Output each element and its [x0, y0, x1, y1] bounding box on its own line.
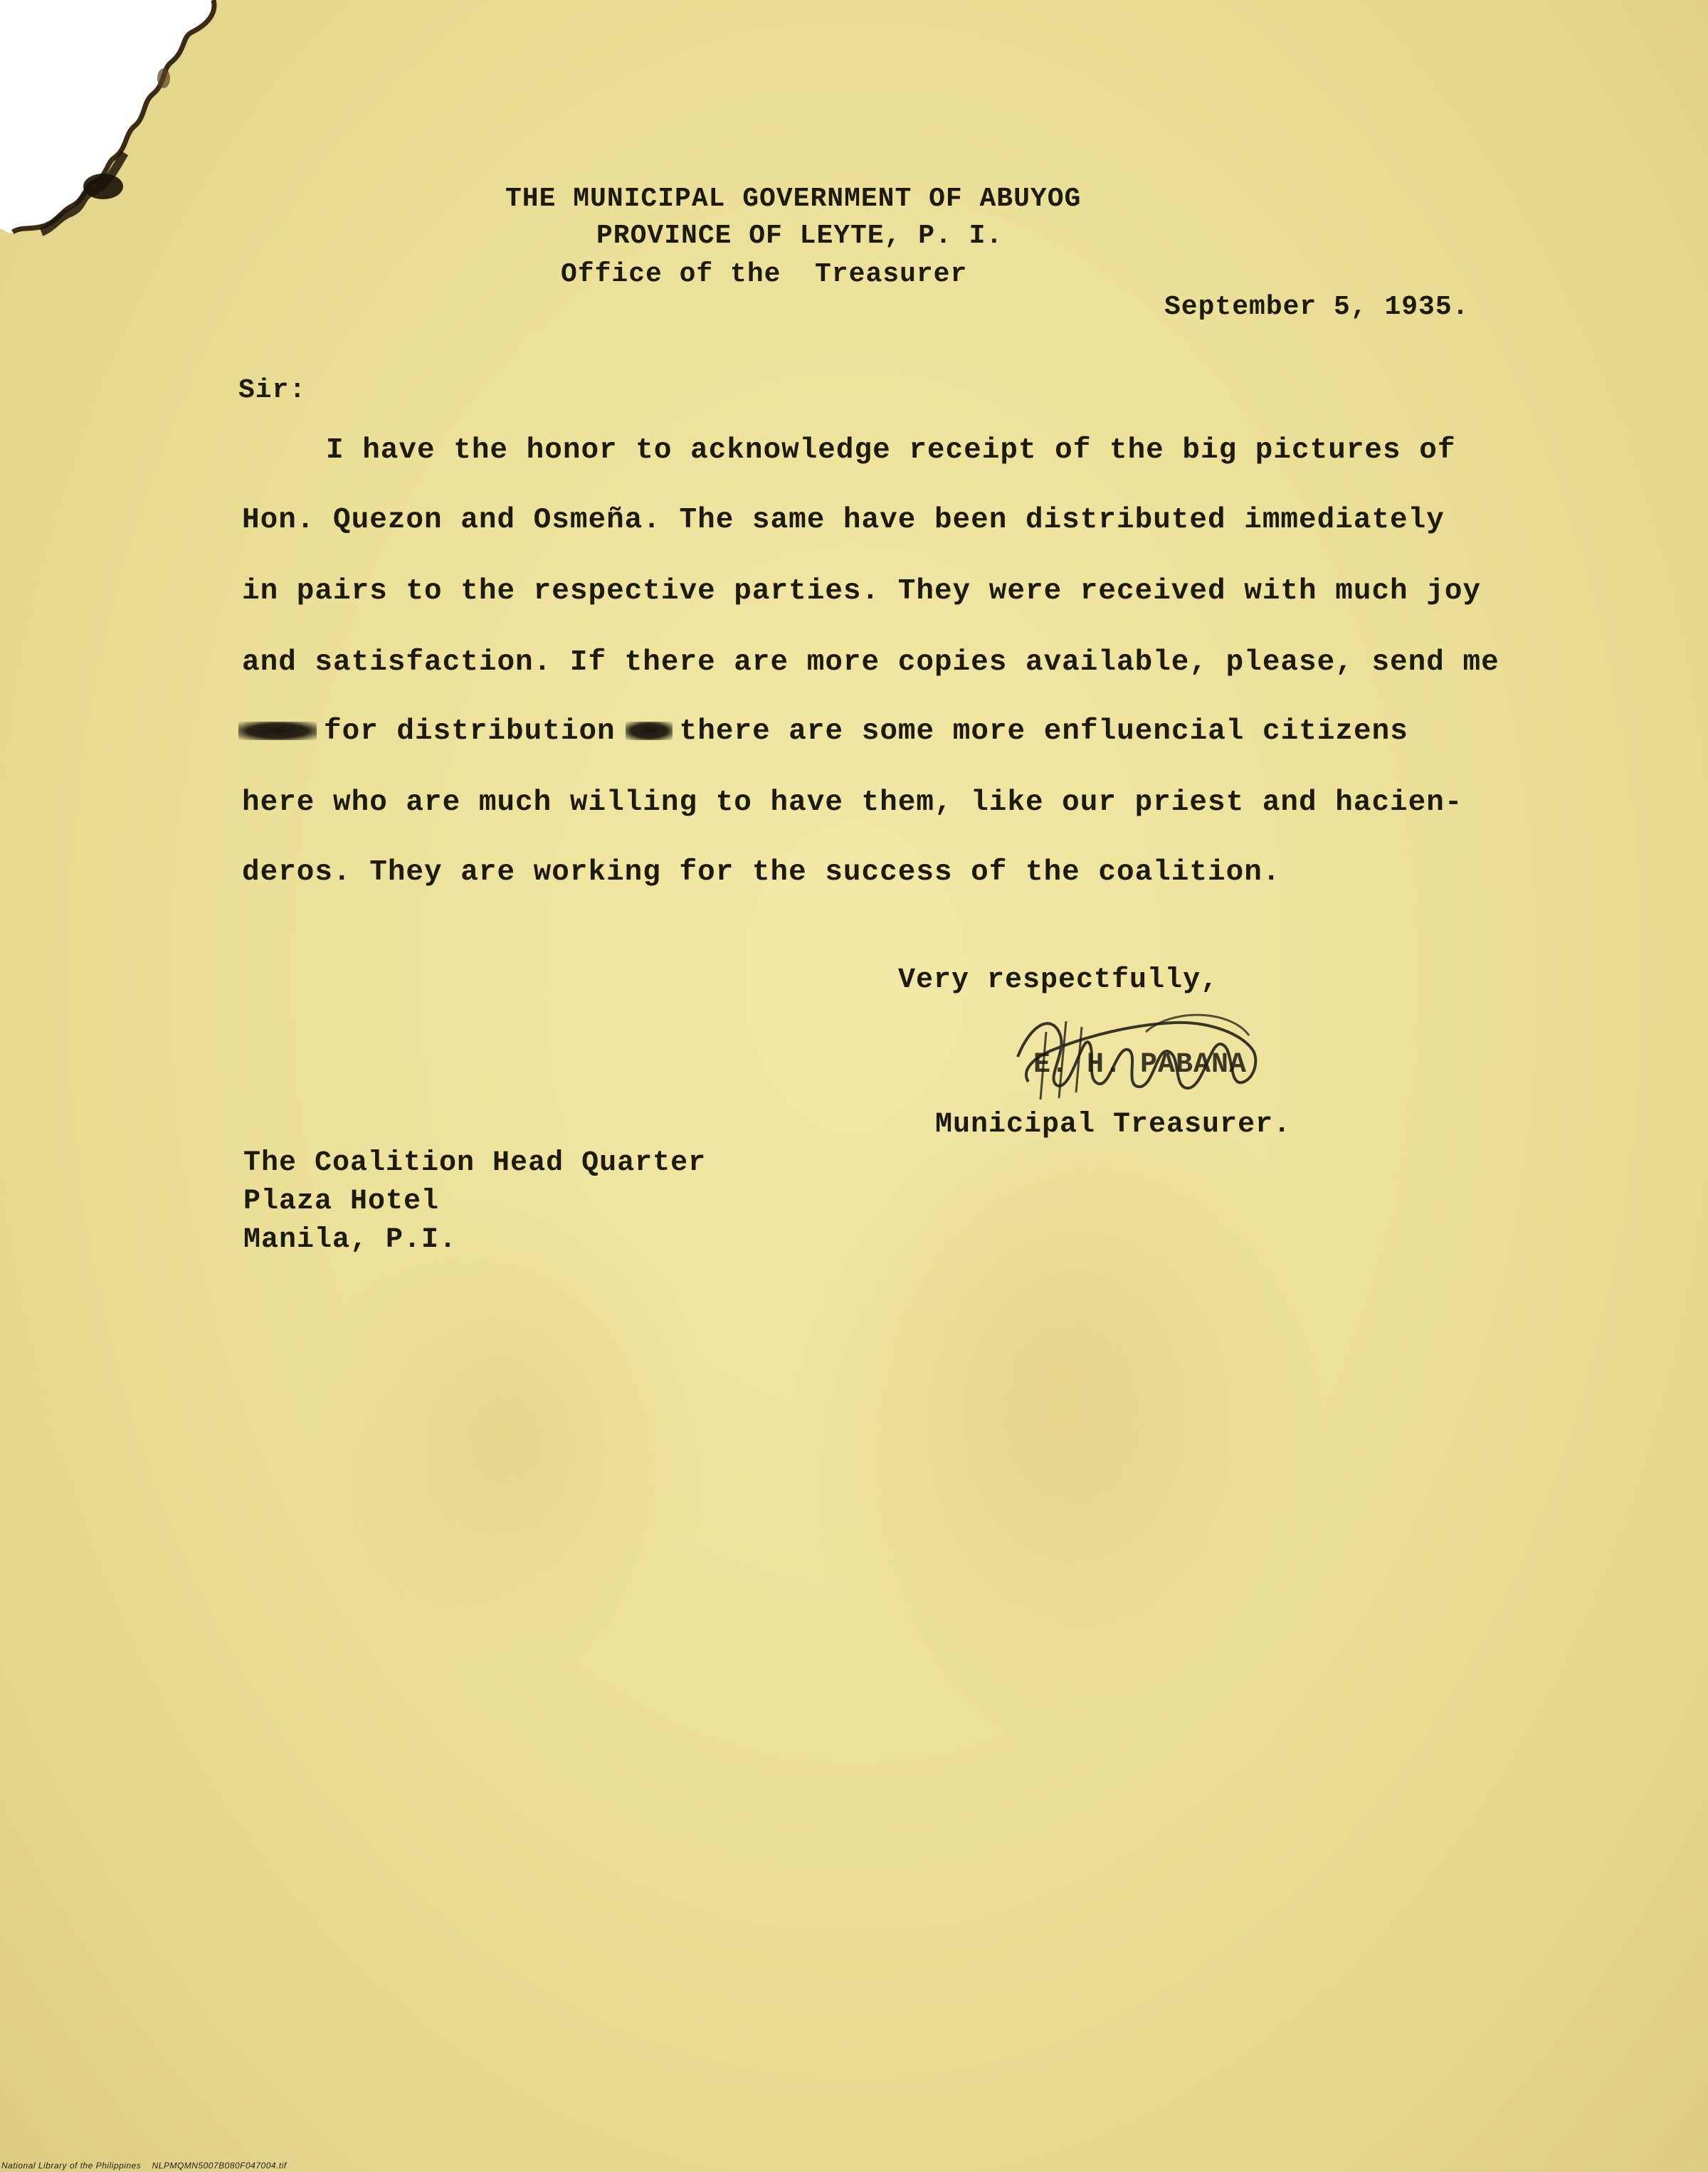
archive-filename: NLPMQMN5007B080F047004.tif	[152, 2161, 287, 2171]
letterhead-line-1: THE MUNICIPAL GOVERNMENT OF ABUYOG	[505, 184, 1082, 214]
burn-damage	[0, 0, 235, 256]
body-line-5	[238, 715, 1408, 748]
body-line-2: Hon. Quezon and Osmeña. The same have been distributed immediately	[242, 504, 1445, 537]
body-line-1: I have the honor to acknowledge receipt of the big pictures of	[326, 434, 1456, 467]
body-line-7: deros. They are working for the success of the coalition.	[242, 856, 1281, 889]
closing: Very respectfully,	[898, 964, 1219, 996]
signatory-name: E. H. PABANA	[1033, 1049, 1248, 1081]
struck-word-smudge	[238, 722, 317, 740]
salutation: Sir:	[238, 375, 307, 406]
body-line-6: here who are much willing to have them, like our priest and hacien-	[242, 786, 1463, 819]
signatory-title: Municipal Treasurer.	[935, 1109, 1292, 1141]
body-line-5-part-1: for distribution	[324, 715, 616, 748]
letterhead-line-3: Office of the Treasurer	[561, 259, 968, 290]
body-line-3: in pairs to the respective parties. They were received with much joy	[242, 575, 1482, 608]
struck-word-smudge	[626, 722, 673, 740]
recipient-line-1: The Coalition Head Quarter	[243, 1147, 707, 1179]
archive-name: National Library of the Philippines	[1, 2161, 142, 2171]
letterhead-line-2: PROVINCE OF LEYTE, P. I.	[596, 221, 1003, 251]
recipient-line-2: Plaza Hotel	[243, 1186, 440, 1218]
letter-date: September 5, 1935.	[1164, 292, 1470, 322]
body-line-4: and satisfaction. If there are more copies available, please, send me	[242, 646, 1499, 679]
body-line-5-part-2: there are some more enfluencial citizens	[679, 715, 1408, 748]
archive-footer	[1, 2161, 287, 2171]
recipient-line-3: Manila, P.I.	[243, 1224, 458, 1256]
